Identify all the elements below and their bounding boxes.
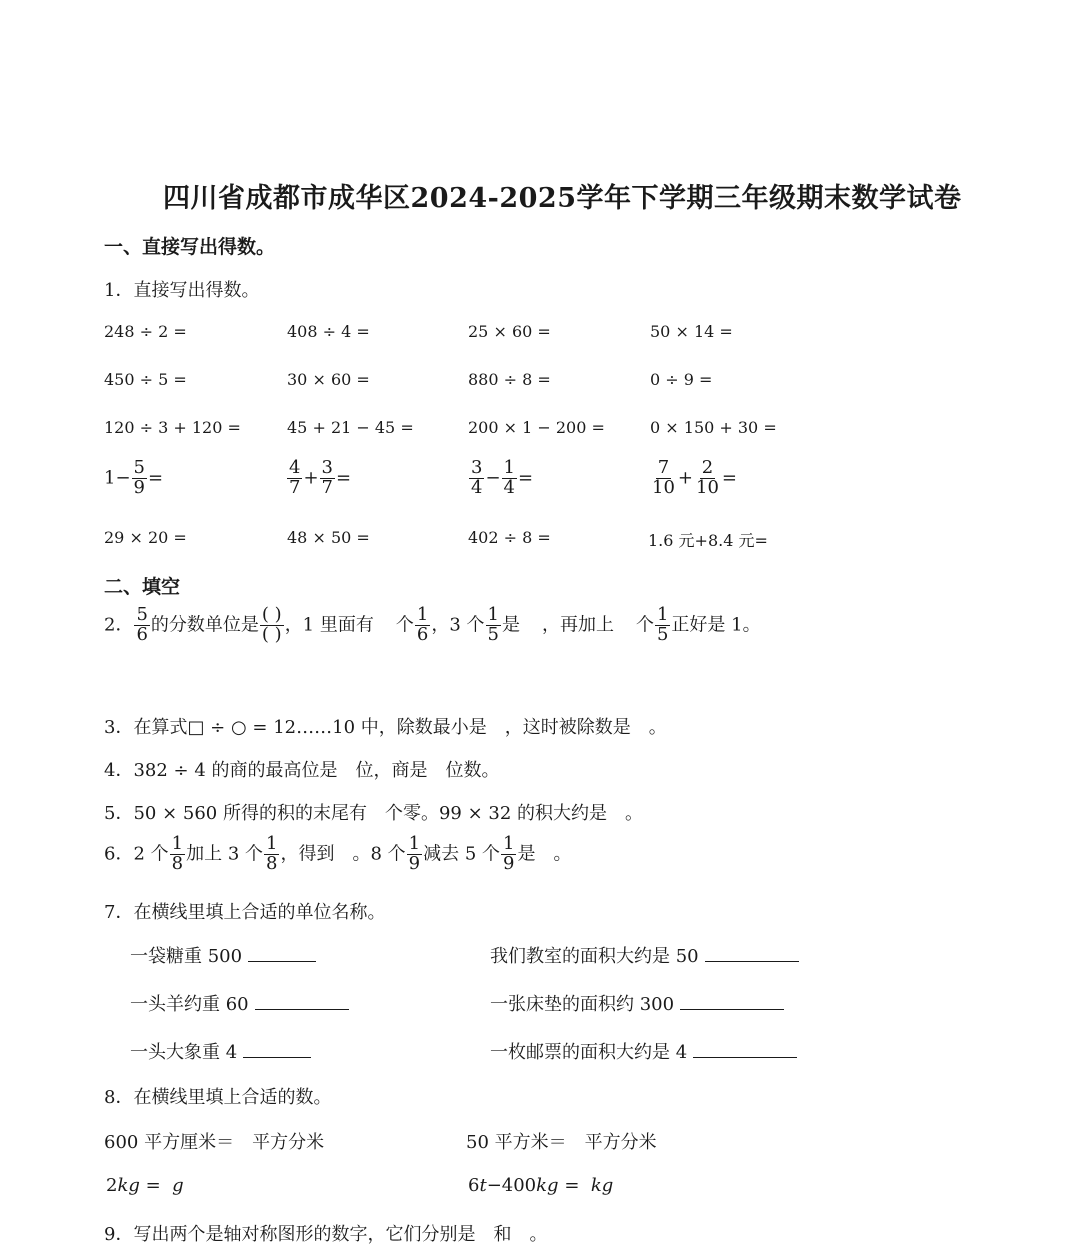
question-8: 8．在横线里填上合适的数。 (104, 1087, 332, 1108)
answer-blank[interactable] (705, 960, 799, 962)
answer-blank[interactable] (248, 960, 316, 962)
calc-item: 880 ÷ 8 = (468, 370, 551, 389)
calc-item: 45 + 21 − 45 = (287, 418, 414, 437)
answer-blank[interactable] (255, 1008, 349, 1010)
calc-item: 0 × 150 + 30 = (650, 418, 777, 437)
section-2-heading: 二、填空 (104, 576, 181, 598)
calc-item: 402 ÷ 8 = (468, 528, 551, 547)
conversion-item: 6t−400kg = kg (468, 1175, 614, 1196)
question-1: 1．直接写出得数。 (104, 280, 260, 301)
fraction-calc-d: $\frac{7}{10}$ + $\frac{2}{10}$ = (652, 457, 737, 498)
section-1-heading: 一、直接写出得数。 (104, 236, 276, 258)
conversion-item: 600 平方厘米＝ 平方分米 (104, 1132, 325, 1153)
unit-blank-item: 一头大象重 4 (130, 1038, 311, 1064)
fraction-calc-a: 1− $\frac{5}{9}$ = (104, 457, 164, 498)
calc-item: 29 × 20 = (104, 528, 187, 547)
calc-item: 120 ÷ 3 + 120 = (104, 418, 241, 437)
fraction-calc-c: $\frac{3}{4}$ − $\frac{1}{4}$ = (471, 457, 534, 498)
conversion-item: 2kg = g (106, 1175, 184, 1196)
unit-blank-item: 一枚邮票的面积大约是 4 (490, 1038, 797, 1064)
question-6: 6．2 个 $\frac{1}{8}$ 加上 3 个 $\frac{1}{8}$ ，得到 。8 个 $\frac{1}{9}$ 减去 5 个 $\frac{1}{9}$ 是 。 (104, 833, 572, 874)
calc-item: 50 × 14 = (650, 322, 733, 341)
question-3: 3．在算式□ ÷ ○ = 12……10 中，除数最小是 ，这时被除数是 。 (104, 717, 667, 738)
calc-item: 450 ÷ 5 = (104, 370, 187, 389)
calc-item: 248 ÷ 2 = (104, 322, 187, 341)
question-2: 2． $\frac{5}{6}$ 的分数单位是 $\frac{( )}{( )}$ ，1 里面有 个 $\frac{1}{6}$ ，3 个 $\frac{1}{5}$ 是 ，再加上 个 $\frac{1}{5}$ 正好是 1。 (104, 604, 761, 645)
answer-blank[interactable] (243, 1056, 311, 1058)
page-title: 四川省成都市成华区2024-2025学年下学期三年级期末数学试卷 (163, 183, 962, 214)
unit-blank-item: 一袋糖重 500 (130, 942, 316, 968)
fraction-calc-b: $\frac{4}{7}$ + $\frac{3}{7}$ = (289, 457, 352, 498)
calc-item: 200 × 1 − 200 = (468, 418, 605, 437)
question-9: 9．写出两个是轴对称图形的数字，它们分别是 和 。 (104, 1224, 548, 1245)
question-7: 7．在横线里填上合适的单位名称。 (104, 902, 386, 923)
answer-blank[interactable] (693, 1056, 797, 1058)
calc-item: 408 ÷ 4 = (287, 322, 370, 341)
conversion-item: 50 平方米＝ 平方分米 (466, 1132, 657, 1153)
calc-item: 30 × 60 = (287, 370, 370, 389)
question-5: 5．50 × 560 所得的积的末尾有 个零。99 × 32 的积大约是 。 (104, 803, 644, 824)
unit-blank-item: 一头羊约重 60 (130, 990, 349, 1016)
answer-blank[interactable] (680, 1008, 784, 1010)
question-4: 4．382 ÷ 4 的商的最高位是 位，商是 位数。 (104, 760, 500, 781)
calc-item: 0 ÷ 9 = (650, 370, 713, 389)
calc-item: 1.6 元+8.4 元= (648, 531, 768, 550)
unit-blank-item: 一张床垫的面积约 300 (490, 990, 784, 1016)
unit-blank-item: 我们教室的面积大约是 50 (490, 942, 799, 968)
calc-item: 25 × 60 = (468, 322, 551, 341)
calc-item: 48 × 50 = (287, 528, 370, 547)
